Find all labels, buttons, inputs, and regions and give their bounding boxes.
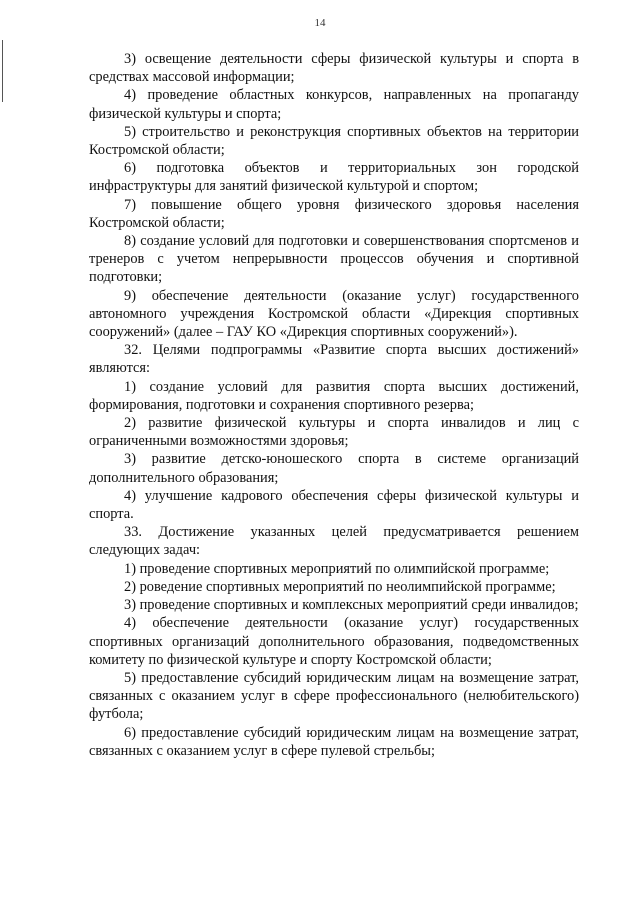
paragraph: 9) обеспечение деятельности (оказание услуг) государственного автономного учреждения Костромской области «Дирекция спортивных сооружений» (далее – ГАУ КО «Дирекция спортивных сооружений»). <box>89 287 579 341</box>
paragraph: 7) повышение общего уровня физического здоровья населения Костромской области; <box>89 196 579 231</box>
paragraph: 2) развитие физической культуры и спорта инвалидов и лиц с ограниченными возможностями здоровья; <box>89 415 579 450</box>
paragraph: 6) подготовка объектов и территориальных зон городской инфраструктуры для занятий физической культурой и спортом; <box>89 160 579 195</box>
paragraph: 4) обеспечение деятельности (оказание услуг) государственных спортивных организаций дополнительного образования, подведомственных комитету по физической культуре и спорту Костромской области; <box>89 615 579 668</box>
paragraph: 4) проведение областных конкурсов, направленных на пропаганду физической культуры и спорта; <box>89 87 579 122</box>
paragraph: 4) улучшение кадрового обеспечения сферы физической культуры и спорта. <box>89 487 579 523</box>
paragraph: 1) проведение спортивных мероприятий по олимпийской программе; <box>124 560 550 577</box>
document-body <box>89 50 579 760</box>
paragraph: 5) предоставление субсидий юридическим лицам на возмещение затрат, связанных с оказанием услуг в сфере профессионального (нелюбительского) футбола; <box>89 669 579 723</box>
paragraph: 33. Достижение указанных целей предусматривается решением следующих задач: <box>89 524 579 559</box>
paragraph: 8) создание условий для подготовки и совершенствования спортсменов и тренеров с учетом непрерывности процессов обучения и спортивной подготовки; <box>89 233 579 286</box>
paragraph: 2) роведение спортивных мероприятий по неолимпийской программе; <box>124 578 556 595</box>
paragraph: 1) создание условий для развития спорта высших достижений, формирования, подготовки и сохранения спортивного резерва; <box>89 378 579 413</box>
paragraph: 3) освещение деятельности сферы физической культуры и спорта в средствах массовой информации; <box>89 51 579 86</box>
paragraph: 5) строительство и реконструкция спортивных объектов на территории Костромской области; <box>89 123 579 159</box>
paragraph: 32. Целями подпрограммы «Развитие спорта высших достижений» являются: <box>89 342 579 377</box>
paragraph: 3) проведение спортивных и комплексных мероприятий среди инвалидов; <box>124 597 579 614</box>
scan-edge-line <box>2 40 3 102</box>
paragraph: 6) предоставление субсидий юридическим лицам на возмещение затрат, связанных с оказанием услуг в сфере пулевой стрельбы; <box>89 724 579 759</box>
paragraph: 3) развитие детско-юношеского спорта в системе организаций дополнительного образования; <box>89 451 579 486</box>
page-number: 14 <box>314 17 326 29</box>
